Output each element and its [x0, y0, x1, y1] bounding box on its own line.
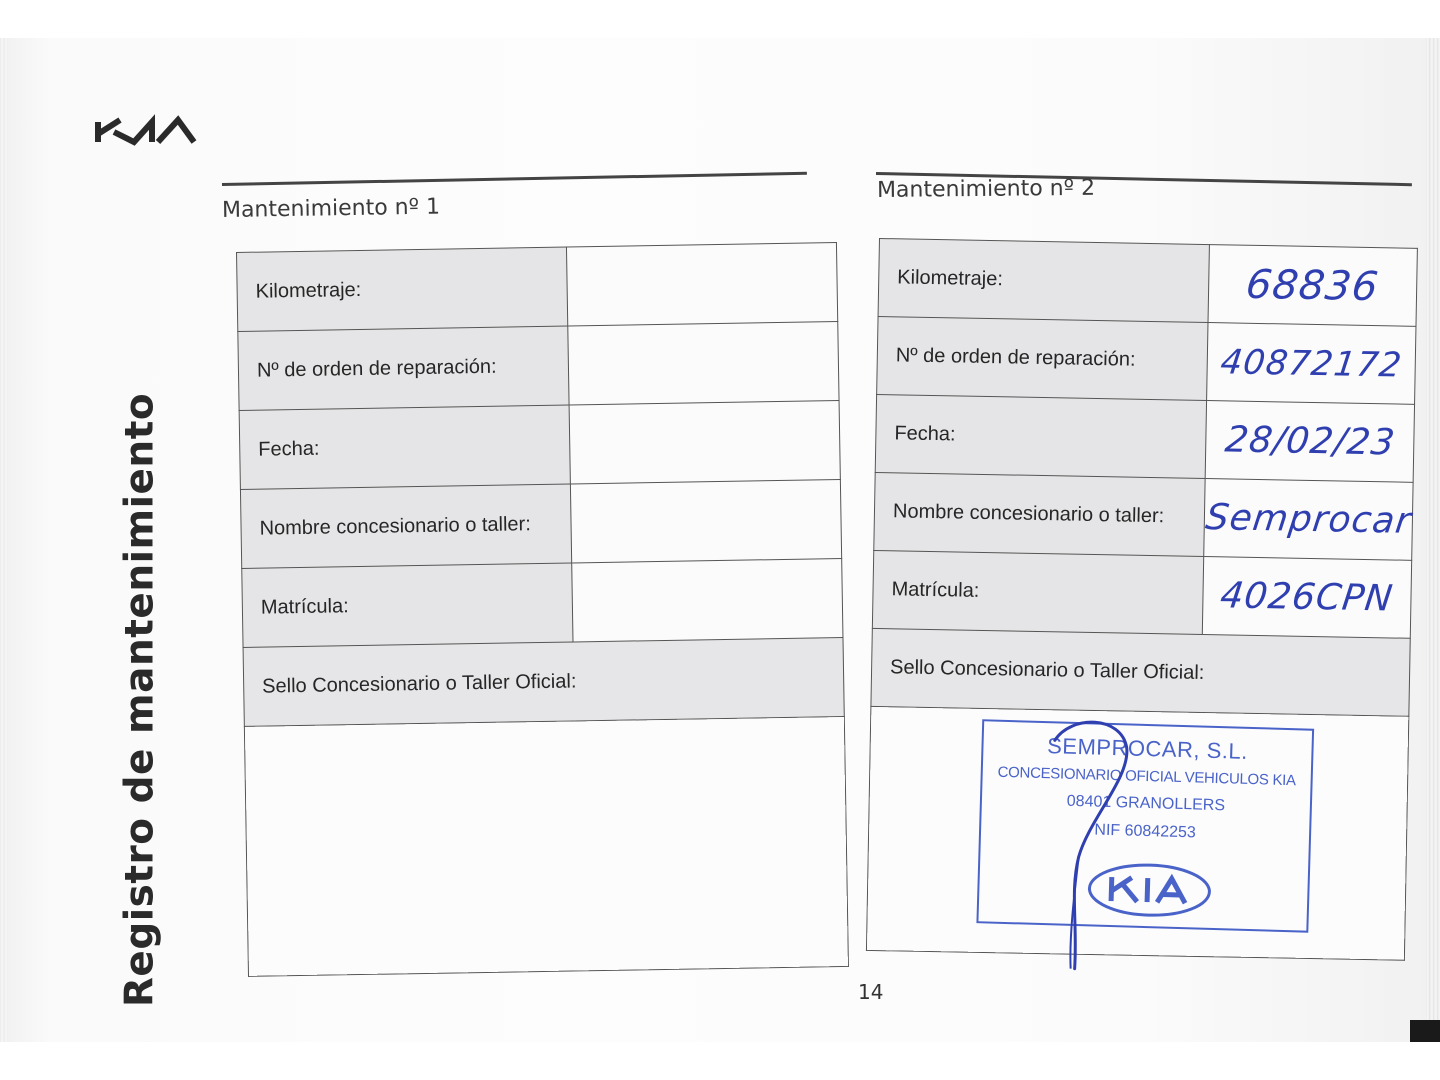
repair-order-field[interactable] [568, 322, 839, 405]
stamp-line: 08401 GRANOLLERS [1066, 792, 1226, 815]
table-row [877, 316, 1416, 404]
page-number: 14 [858, 980, 884, 1004]
field-label: Kilometraje: [878, 239, 1209, 323]
field-value: Semprocar [1203, 497, 1414, 542]
field-label: Fecha: [875, 394, 1206, 478]
repair-order-field[interactable] [1207, 323, 1416, 405]
seal-label: Sello Concesionario o Taller Oficial: [243, 637, 844, 726]
field-value: 68836 [1243, 261, 1382, 310]
field-label: Kilometraje: [237, 247, 568, 331]
stamp-line: NIF 60842253 [1094, 821, 1197, 842]
field-label: Nombre concesionario o taller: [874, 472, 1205, 556]
table-row [243, 637, 844, 726]
table-row [242, 559, 843, 648]
field-label: Matrícula: [242, 563, 573, 647]
table-row [874, 472, 1413, 560]
background-corner [1410, 1020, 1440, 1042]
section-title: Registro de mantenimiento [117, 392, 163, 1008]
table-row [871, 628, 1410, 716]
maintenance-table-2 [866, 238, 1418, 961]
maintenance-table-1 [236, 242, 849, 977]
date-field[interactable] [569, 401, 840, 484]
table-row [240, 480, 841, 569]
license-plate-field[interactable] [1202, 557, 1411, 639]
stamp-kia-logo [1087, 860, 1213, 920]
dealer-name-field[interactable] [1204, 479, 1413, 561]
table-row [238, 322, 839, 411]
field-value: 40872172 [1218, 341, 1405, 386]
page-stack-right [1426, 38, 1440, 1042]
table-row [239, 401, 840, 490]
table-row [866, 706, 1408, 960]
table-row [237, 243, 838, 332]
field-label: Nombre concesionario o taller: [240, 484, 571, 568]
field-label: Fecha: [239, 405, 570, 489]
table-row [878, 239, 1417, 327]
table-row [872, 550, 1411, 638]
field-value: 4026CPN [1218, 575, 1396, 620]
dealer-name-field[interactable] [570, 480, 841, 563]
stamp-company: SEMPROCAR, S.L. [1046, 733, 1249, 764]
license-plate-field[interactable] [572, 559, 843, 642]
field-value: 28/02/23 [1222, 419, 1398, 464]
dealer-stamp [976, 719, 1314, 932]
field-label: Nº de orden de reparación: [238, 326, 569, 410]
field-label: Nº de orden de reparación: [877, 316, 1208, 400]
seal-area[interactable] [244, 716, 848, 976]
date-field[interactable] [1205, 401, 1414, 483]
table-row [244, 716, 848, 976]
table-row [875, 394, 1414, 482]
kia-logo [94, 112, 198, 148]
stamp-line: CONCESIONARIO OFICIAL VEHICULOS KIA [997, 763, 1296, 790]
field-label: Matrícula: [872, 550, 1203, 634]
card-title: Mantenimiento nº 2 [876, 175, 1096, 203]
card-title: Mantenimiento nº 1 [221, 194, 441, 223]
seal-label: Sello Concesionario o Taller Oficial: [871, 628, 1410, 716]
kilometraje-field[interactable] [1208, 245, 1417, 327]
kilometraje-field[interactable] [566, 243, 837, 326]
seal-area[interactable] [866, 706, 1408, 960]
